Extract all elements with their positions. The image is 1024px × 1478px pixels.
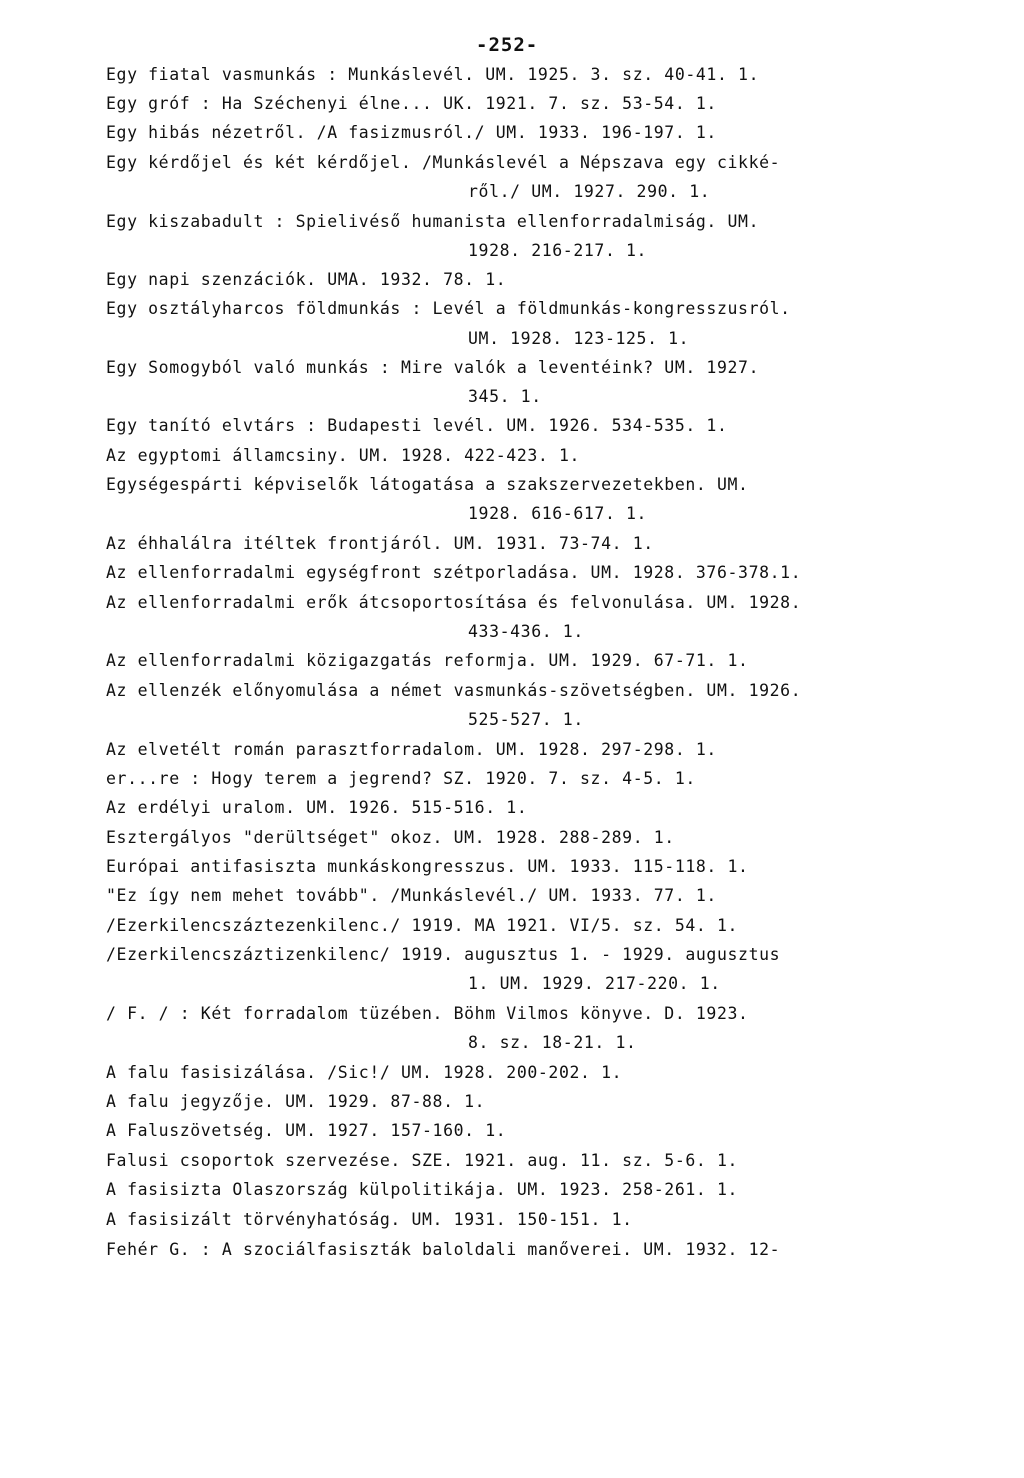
entry-continuation: 8. sz. 18-21. 1. <box>468 1033 637 1052</box>
entry-line: Az erdélyi uralom. UM. 1926. 515-516. 1. <box>106 798 528 817</box>
entry-line: Egy osztályharcos földmunkás : Levél a földmunkás-kongresszusról. <box>106 299 791 318</box>
entry-line: Egy Somogyból való munkás : Mire valók a leventéink? UM. 1927. <box>106 358 760 377</box>
entry-line: Egységespárti képviselők látogatása a szakszervezetekben. UM. <box>106 475 749 494</box>
entry-continuation: 525-527. 1. <box>468 710 584 729</box>
entry-line: Az ellenforradalmi erők átcsoportosítása és felvonulása. UM. 1928. <box>106 593 802 612</box>
page-number: -252- <box>476 34 539 56</box>
entry-line: Egy kiszabadult : Spielivéső humanista ellenforradalmiság. UM. <box>106 212 760 231</box>
entry-line: Egy napi szenzációk. UMA. 1932. 78. 1. <box>106 270 507 289</box>
entry-line: /Ezerkilencszáztizenkilenc/ 1919. augusztus 1. - 1929. augusztus <box>106 945 781 964</box>
entry-continuation: 1. UM. 1929. 217-220. 1. <box>468 974 721 993</box>
entry-line: "Ez így nem mehet tovább". /Munkáslevél./ UM. 1933. 77. 1. <box>106 886 717 905</box>
entry-continuation: 1928. 616-617. 1. <box>468 504 648 523</box>
entry-line: Európai antifasiszta munkáskongresszus. UM. 1933. 115-118. 1. <box>106 857 749 876</box>
entry-continuation: 433-436. 1. <box>468 622 584 641</box>
entry-line: Egy hibás nézetről. /A fasizmusról./ UM. 1933. 196-197. 1. <box>106 123 717 142</box>
entry-line: / F. / : Két forradalom tüzében. Böhm Vilmos könyve. D. 1923. <box>106 1004 749 1023</box>
entry-line: A fasisizta Olaszország külpolitikája. UM. 1923. 258-261. 1. <box>106 1180 739 1199</box>
entry-line: A falu fasisizálása. /Sic!/ UM. 1928. 200-202. 1. <box>106 1063 623 1082</box>
entry-continuation: 345. 1. <box>468 387 542 406</box>
entry-line: Az ellenforradalmi közigazgatás reformja. UM. 1929. 67-71. 1. <box>106 651 749 670</box>
entry-line: A Faluszövetség. UM. 1927. 157-160. 1. <box>106 1121 507 1140</box>
entry-line: Egy fiatal vasmunkás : Munkáslevél. UM. 1925. 3. sz. 40-41. 1. <box>106 65 760 84</box>
entry-line: A fasisizált törvényhatóság. UM. 1931. 150-151. 1. <box>106 1210 633 1229</box>
entry-line: Az ellenforradalmi egységfront szétporladása. UM. 1928. 376-378.1. <box>106 563 802 582</box>
entry-line: A falu jegyzője. UM. 1929. 87-88. 1. <box>106 1092 486 1111</box>
entry-continuation: UM. 1928. 123-125. 1. <box>468 329 690 348</box>
entry-line: Egy kérdőjel és két kérdőjel. /Munkáslevél a Népszava egy cikké- <box>106 153 781 172</box>
entry-line: Falusi csoportok szervezése. SZE. 1921. aug. 11. sz. 5-6. 1. <box>106 1151 739 1170</box>
entry-line: er...re : Hogy terem a jegrend? SZ. 1920. 7. sz. 4-5. 1. <box>106 769 696 788</box>
entry-line: Egy tanító elvtárs : Budapesti levél. UM. 1926. 534-535. 1. <box>106 416 728 435</box>
entry-continuation: ről./ UM. 1927. 290. 1. <box>468 182 711 201</box>
entry-line: /Ezerkilencszáztezenkilenc./ 1919. MA 1921. VI/5. sz. 54. 1. <box>106 916 739 935</box>
entry-line: Az éhhalálra itéltek frontjáról. UM. 1931. 73-74. 1. <box>106 534 654 553</box>
entry-line: Az elvetélt román parasztforradalom. UM. 1928. 297-298. 1. <box>106 740 717 759</box>
entry-line: Az egyptomi államcsiny. UM. 1928. 422-423. 1. <box>106 446 581 465</box>
entry-line: Az ellenzék előnyomulása a német vasmunkás-szövetségben. UM. 1926. <box>106 681 802 700</box>
entry-line: Egy gróf : Ha Széchenyi élne... UK. 1921. 7. sz. 53-54. 1. <box>106 94 717 113</box>
entry-line: Fehér G. : A szociálfasiszták baloldali manőverei. UM. 1932. 12- <box>106 1240 781 1259</box>
entry-line: Esztergályos "derültséget" okoz. UM. 1928. 288-289. 1. <box>106 828 675 847</box>
entry-continuation: 1928. 216-217. 1. <box>468 241 648 260</box>
